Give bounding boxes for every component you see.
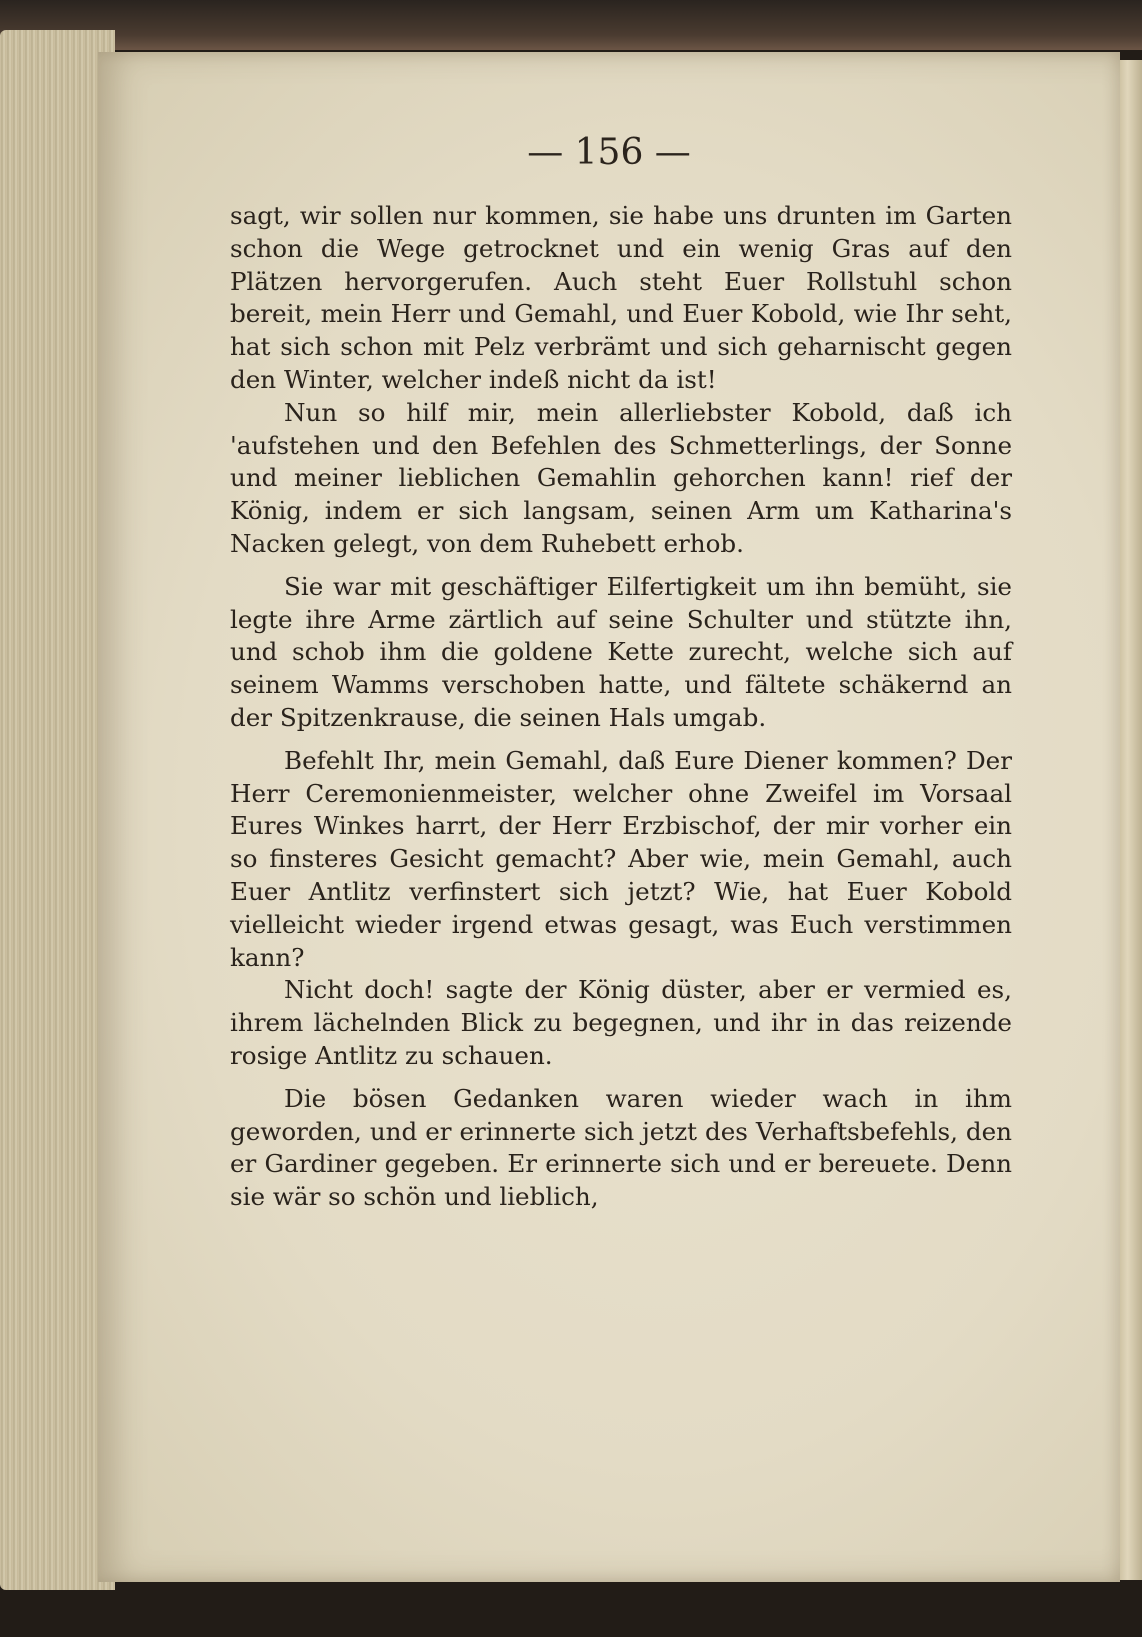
page-number-header: — 156 — bbox=[527, 132, 691, 173]
book-cover-top bbox=[0, 0, 1142, 50]
paragraph-1: sagt, wir sollen nur kommen, sie habe uns drunten im Garten schon die Wege getrocknet und ein wenig Gras auf den Plätzen hervorgerufen. Auch steht Euer Rollstuhl schon bereit, mein Herr und Gemahl, und Euer Kobold, wie Ihr seht, hat sich schon mit Pelz verbrämt und sich geharnischt gegen den Winter, welcher indeß nicht da ist! bbox=[230, 201, 1012, 394]
paragraph-3: Sie war mit geschäftiger Eilfertigkeit um ihn bemüht, sie legte ihre Arme zärtlich auf seine Schulter und stützte ihn, und schob ihm die goldene Kette zurecht, welche sich auf seinem Wamms verschoben hatte, und fältete schäkernd an der Spitzenkrause, die seinen Hals umgab. bbox=[230, 571, 1012, 732]
paragraph-5: Nicht doch! sagte der König düster, aber er vermied es, ihrem lächelnden Blick zu begegnen, und ihr in das reizende rosige Antlitz zu schauen. bbox=[230, 975, 1012, 1070]
paragraph-6: Die bösen Gedanken waren wieder wach in ihm geworden, und er erinnerte sich jetzt des Verhaftsbefehls, den er Gardiner gegeben. Er erinnerte sich und er bereuete. Denn sie wär so schön und lieblich, bbox=[230, 1083, 1012, 1212]
book-page bbox=[98, 52, 1120, 1582]
next-page-edge bbox=[1118, 60, 1142, 1580]
paragraph-2: Nun so hilf mir, mein allerliebster Kobold, daß ich 'aufstehen und den Befehlen des Schmetterlings, der Sonne und meiner lieblichen Gemahlin gehorchen kann! rief der König, indem er sich langsam, seinen Arm um Katharina's Nacken gelegt, von dem Ruhebett erhob. bbox=[230, 397, 1012, 558]
page-text bbox=[230, 200, 1012, 1214]
paragraph-4: Befehlt Ihr, mein Gemahl, daß Eure Diener kommen? Der Herr Ceremonienmeister, welcher ohne Zweifel im Vorsaal Eures Winkes harrt, der Herr Erzbischof, der mir vorher ein so finsteres Gesicht gemacht? Aber wie, mein Gemahl, auch Euer Antlitz verfinstert sich jetzt? Wie, hat Euer Kobold vielleicht wieder irgend etwas gesagt, was Euch verstimmen kann? bbox=[230, 745, 1012, 972]
